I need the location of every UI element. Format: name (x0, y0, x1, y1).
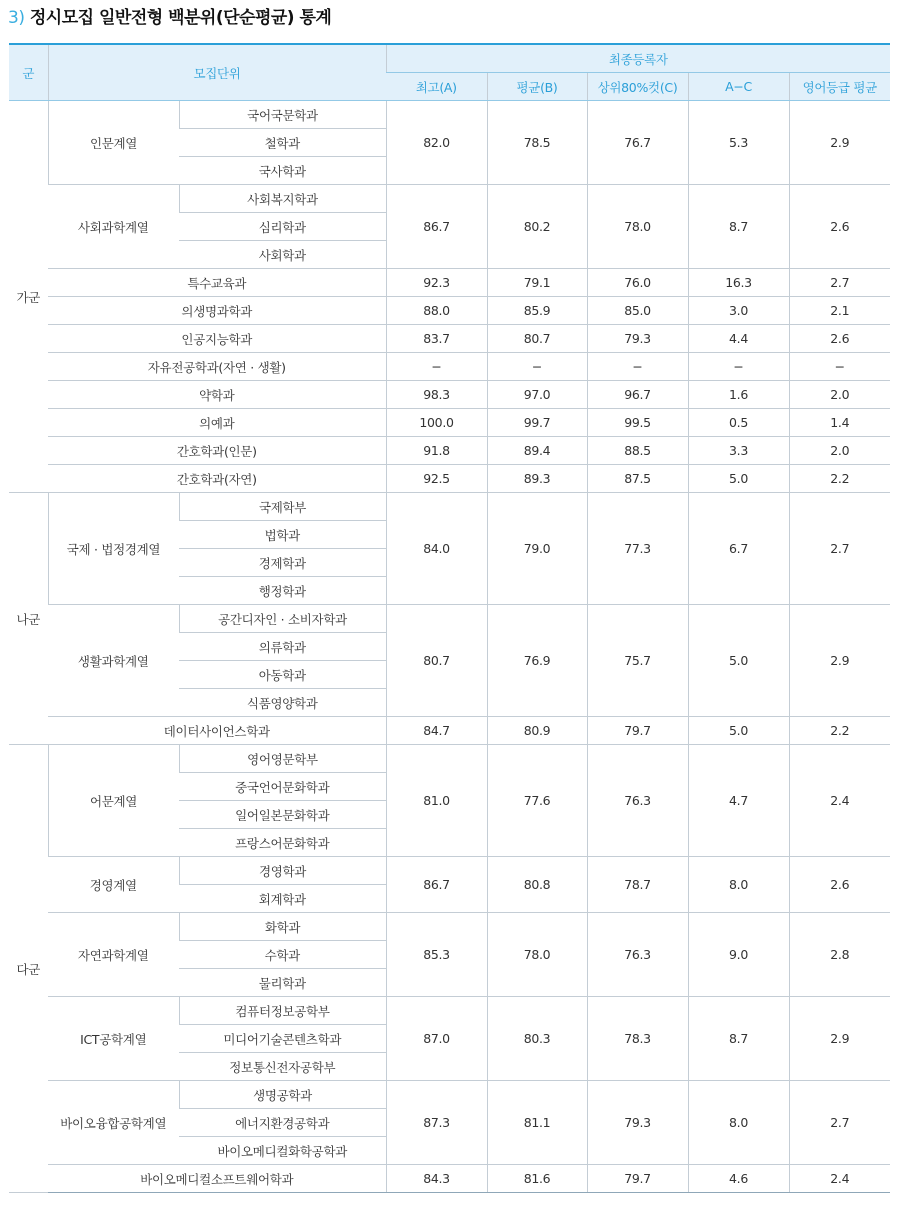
unit-cell: 간호학과(자연) (48, 465, 386, 493)
title-text: 정시모집 일반전형 백분위(단순평균) 통계 (29, 8, 332, 28)
group-cell: 다군 (9, 745, 48, 1193)
value-cut80: 76.7 (587, 101, 688, 185)
value-cut80: 78.0 (587, 185, 688, 269)
value-english: 2.4 (789, 745, 890, 857)
value-max: 98.3 (386, 381, 487, 409)
value-english: − (789, 353, 890, 381)
value-english: 2.0 (789, 381, 890, 409)
value-diff: 3.3 (688, 437, 789, 465)
table-row (9, 857, 890, 885)
value-max: 81.0 (386, 745, 487, 857)
family-cell: 사회과학계열 (48, 185, 179, 269)
family-cell: 생활과학계열 (48, 605, 179, 717)
value-avg: 80.8 (487, 857, 587, 913)
table-row (9, 465, 890, 493)
value-cut80: 76.3 (587, 913, 688, 997)
table-row (9, 745, 890, 773)
value-cut80: 88.5 (587, 437, 688, 465)
value-diff: 3.0 (688, 297, 789, 325)
value-avg: 80.9 (487, 717, 587, 745)
family-cell: 자연과학계열 (48, 913, 179, 997)
table-row (9, 493, 890, 521)
value-max: 84.0 (386, 493, 487, 605)
value-avg: 99.7 (487, 409, 587, 437)
major-cell: 컴퓨터정보공학부 (179, 997, 386, 1025)
major-cell: 일어일본문화학과 (179, 801, 386, 829)
value-avg: 79.1 (487, 269, 587, 297)
value-cut80: 79.7 (587, 717, 688, 745)
value-english: 2.4 (789, 1165, 890, 1193)
value-max: 82.0 (386, 101, 487, 185)
table-row (9, 1081, 890, 1109)
value-max: 91.8 (386, 437, 487, 465)
value-max: 87.0 (386, 997, 487, 1081)
value-avg: 79.0 (487, 493, 587, 605)
value-diff: 8.7 (688, 185, 789, 269)
value-diff: 4.4 (688, 325, 789, 353)
group-cell: 가군 (9, 101, 48, 493)
value-avg: 89.4 (487, 437, 587, 465)
major-cell: 수학과 (179, 941, 386, 969)
value-diff: 5.3 (688, 101, 789, 185)
value-max: 88.0 (386, 297, 487, 325)
major-cell: 심리학과 (179, 213, 386, 241)
value-diff: − (688, 353, 789, 381)
table-row (9, 297, 890, 325)
value-max: 86.7 (386, 185, 487, 269)
major-cell: 화학과 (179, 913, 386, 941)
table-row (9, 381, 890, 409)
value-avg: 89.3 (487, 465, 587, 493)
value-avg: 81.6 (487, 1165, 587, 1193)
value-cut80: 96.7 (587, 381, 688, 409)
value-max: 92.3 (386, 269, 487, 297)
value-diff: 9.0 (688, 913, 789, 997)
value-diff: 5.0 (688, 717, 789, 745)
major-cell: 회계학과 (179, 885, 386, 913)
value-diff: 5.0 (688, 605, 789, 717)
value-max: 83.7 (386, 325, 487, 353)
unit-cell: 약학과 (48, 381, 386, 409)
value-max: 80.7 (386, 605, 487, 717)
unit-cell: 자유전공학과(자연 · 생활) (48, 353, 386, 381)
value-avg: − (487, 353, 587, 381)
value-cut80: 85.0 (587, 297, 688, 325)
value-cut80: 75.7 (587, 605, 688, 717)
group-cell: 나군 (9, 493, 48, 745)
table-row (9, 325, 890, 353)
header-avg: 평균(B) (487, 73, 587, 101)
value-english: 2.7 (789, 493, 890, 605)
major-cell: 에너지환경공학과 (179, 1109, 386, 1137)
value-english: 2.2 (789, 717, 890, 745)
value-diff: 4.7 (688, 745, 789, 857)
family-cell: 어문계열 (48, 745, 179, 857)
value-avg: 97.0 (487, 381, 587, 409)
unit-cell: 특수교육과 (48, 269, 386, 297)
major-cell: 식품영양학과 (179, 689, 386, 717)
family-cell: 인문계열 (48, 101, 179, 185)
value-max: 84.3 (386, 1165, 487, 1193)
table-row (9, 353, 890, 381)
table-row (9, 717, 890, 745)
value-max: 100.0 (386, 409, 487, 437)
family-cell: 국제 · 법정경계열 (48, 493, 179, 605)
header-row-1 (9, 44, 890, 73)
value-cut80: 78.3 (587, 997, 688, 1081)
family-cell: ICT공학계열 (48, 997, 179, 1081)
table-body (9, 101, 890, 1193)
value-diff: 4.6 (688, 1165, 789, 1193)
major-cell: 의류학과 (179, 633, 386, 661)
family-cell: 경영계열 (48, 857, 179, 913)
page-title (8, 6, 331, 30)
table-row (9, 437, 890, 465)
header-max: 최고(A) (386, 73, 487, 101)
value-diff: 0.5 (688, 409, 789, 437)
major-cell: 법학과 (179, 521, 386, 549)
value-avg: 85.9 (487, 297, 587, 325)
value-english: 2.9 (789, 605, 890, 717)
major-cell: 프랑스어문화학과 (179, 829, 386, 857)
header-english: 영어등급 평균 (789, 73, 890, 101)
value-max: 85.3 (386, 913, 487, 997)
value-avg: 81.1 (487, 1081, 587, 1165)
family-cell: 바이오융합공학계열 (48, 1081, 179, 1165)
value-cut80: 79.3 (587, 1081, 688, 1165)
value-avg: 78.5 (487, 101, 587, 185)
unit-cell: 바이오메디컬소프트웨어학과 (48, 1165, 386, 1193)
table-row (9, 101, 890, 129)
value-english: 2.6 (789, 325, 890, 353)
value-diff: 6.7 (688, 493, 789, 605)
value-cut80: 79.3 (587, 325, 688, 353)
value-diff: 8.0 (688, 1081, 789, 1165)
title-number: 3) (8, 8, 25, 28)
value-diff: 16.3 (688, 269, 789, 297)
value-english: 2.2 (789, 465, 890, 493)
value-cut80: 99.5 (587, 409, 688, 437)
value-avg: 80.3 (487, 997, 587, 1081)
major-cell: 생명공학과 (179, 1081, 386, 1109)
major-cell: 행정학과 (179, 577, 386, 605)
value-english: 2.9 (789, 101, 890, 185)
value-cut80: 76.0 (587, 269, 688, 297)
value-max: 92.5 (386, 465, 487, 493)
value-english: 2.8 (789, 913, 890, 997)
value-cut80: 87.5 (587, 465, 688, 493)
major-cell: 사회복지학과 (179, 185, 386, 213)
table-row (9, 1165, 890, 1193)
header-unit: 모집단위 (48, 44, 386, 101)
unit-cell: 인공지능학과 (48, 325, 386, 353)
major-cell: 바이오메디컬화학공학과 (179, 1137, 386, 1165)
value-cut80: 78.7 (587, 857, 688, 913)
major-cell: 경영학과 (179, 857, 386, 885)
major-cell: 미디어기술콘텐츠학과 (179, 1025, 386, 1053)
unit-cell: 의생명과학과 (48, 297, 386, 325)
major-cell: 경제학과 (179, 549, 386, 577)
header-diff: A−C (688, 73, 789, 101)
value-avg: 80.2 (487, 185, 587, 269)
major-cell: 물리학과 (179, 969, 386, 997)
major-cell: 아동학과 (179, 661, 386, 689)
value-cut80: − (587, 353, 688, 381)
value-diff: 8.0 (688, 857, 789, 913)
value-diff: 5.0 (688, 465, 789, 493)
unit-cell: 데이터사이언스학과 (48, 717, 386, 745)
major-cell: 공간디자인 · 소비자학과 (179, 605, 386, 633)
value-english: 2.1 (789, 297, 890, 325)
major-cell: 국사학과 (179, 157, 386, 185)
major-cell: 정보통신전자공학부 (179, 1053, 386, 1081)
value-max: 84.7 (386, 717, 487, 745)
value-cut80: 79.7 (587, 1165, 688, 1193)
header-final: 최종등록자 (386, 44, 890, 73)
value-max: − (386, 353, 487, 381)
value-english: 2.6 (789, 857, 890, 913)
value-english: 1.4 (789, 409, 890, 437)
value-cut80: 76.3 (587, 745, 688, 857)
value-cut80: 77.3 (587, 493, 688, 605)
value-english: 2.9 (789, 997, 890, 1081)
major-cell: 국어국문학과 (179, 101, 386, 129)
value-diff: 1.6 (688, 381, 789, 409)
unit-cell: 의예과 (48, 409, 386, 437)
major-cell: 중국언어문화학과 (179, 773, 386, 801)
value-diff: 8.7 (688, 997, 789, 1081)
major-cell: 영어영문학부 (179, 745, 386, 773)
table-row (9, 997, 890, 1025)
value-english: 2.7 (789, 269, 890, 297)
table-row (9, 409, 890, 437)
table-row (9, 269, 890, 297)
value-english: 2.6 (789, 185, 890, 269)
value-avg: 76.9 (487, 605, 587, 717)
table-row (9, 913, 890, 941)
value-max: 86.7 (386, 857, 487, 913)
value-english: 2.7 (789, 1081, 890, 1165)
stats-table (9, 43, 890, 1193)
major-cell: 사회학과 (179, 241, 386, 269)
header-cut80: 상위80%컷(C) (587, 73, 688, 101)
major-cell: 국제학부 (179, 493, 386, 521)
header-group: 군 (9, 44, 48, 101)
value-avg: 77.6 (487, 745, 587, 857)
table-row (9, 605, 890, 633)
major-cell: 철학과 (179, 129, 386, 157)
value-avg: 80.7 (487, 325, 587, 353)
value-english: 2.0 (789, 437, 890, 465)
table-row (9, 185, 890, 213)
unit-cell: 간호학과(인문) (48, 437, 386, 465)
value-avg: 78.0 (487, 913, 587, 997)
value-max: 87.3 (386, 1081, 487, 1165)
